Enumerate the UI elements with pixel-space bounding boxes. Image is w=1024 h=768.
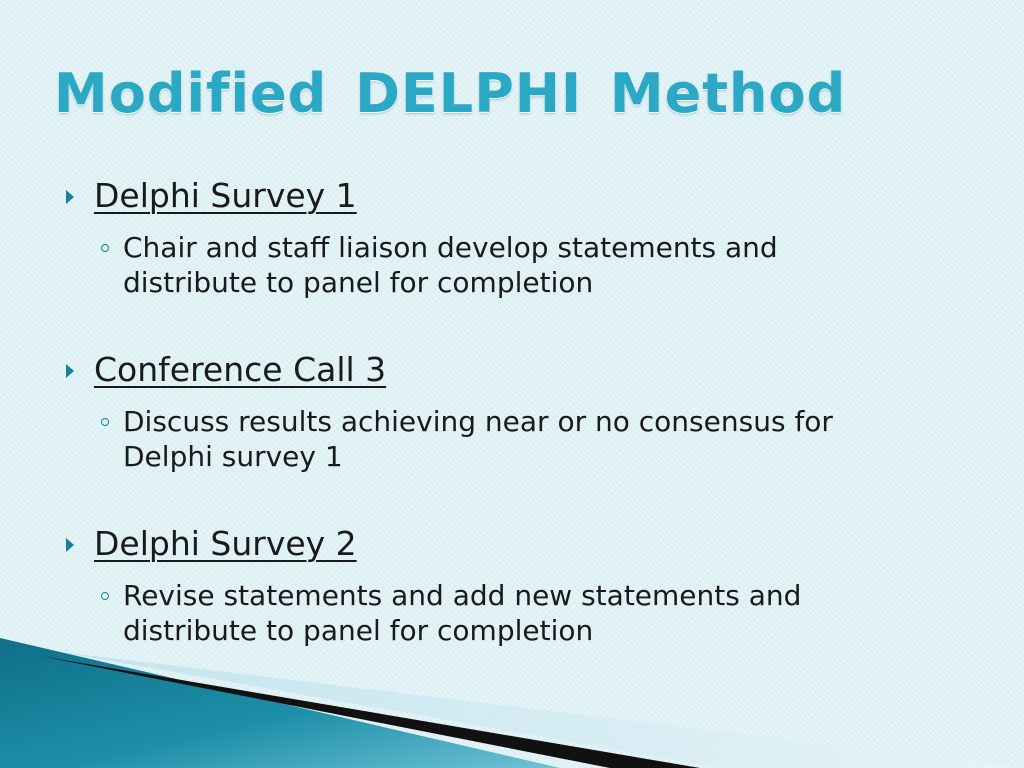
section-heading-row: [64, 350, 964, 394]
corner-wedge-decoration: [0, 638, 1024, 768]
circle-bullet-icon: [101, 244, 109, 252]
sub-bullet-row: [64, 404, 964, 474]
sub-bullet-text: Chair and staff liaison develop statements and distribute to panel for completion: [123, 231, 778, 299]
section-heading-row: [64, 176, 964, 220]
section-heading: Delphi Survey 1: [94, 176, 357, 215]
triangle-right-icon: [66, 364, 74, 378]
section-heading-row: [64, 524, 964, 568]
sub-bullet-text: Revise statements and add new statements and distribute to panel for completion: [123, 579, 802, 647]
triangle-right-icon: [66, 538, 74, 552]
sub-bullet-text: Discuss results achieving near or no consensus for Delphi survey 1: [123, 405, 833, 473]
circle-bullet-icon: [101, 418, 109, 426]
triangle-right-icon: [66, 190, 74, 204]
sub-bullet-row: [64, 230, 964, 300]
circle-bullet-icon: [101, 592, 109, 600]
section-delphi-survey-2: [64, 524, 964, 648]
section-heading: Conference Call 3: [94, 350, 387, 389]
slide-title: Modified DELPHI Method: [54, 62, 847, 125]
section-conference-call-3: [64, 350, 964, 474]
section-heading: Delphi Survey 2: [94, 524, 357, 563]
section-delphi-survey-1: [64, 176, 964, 300]
